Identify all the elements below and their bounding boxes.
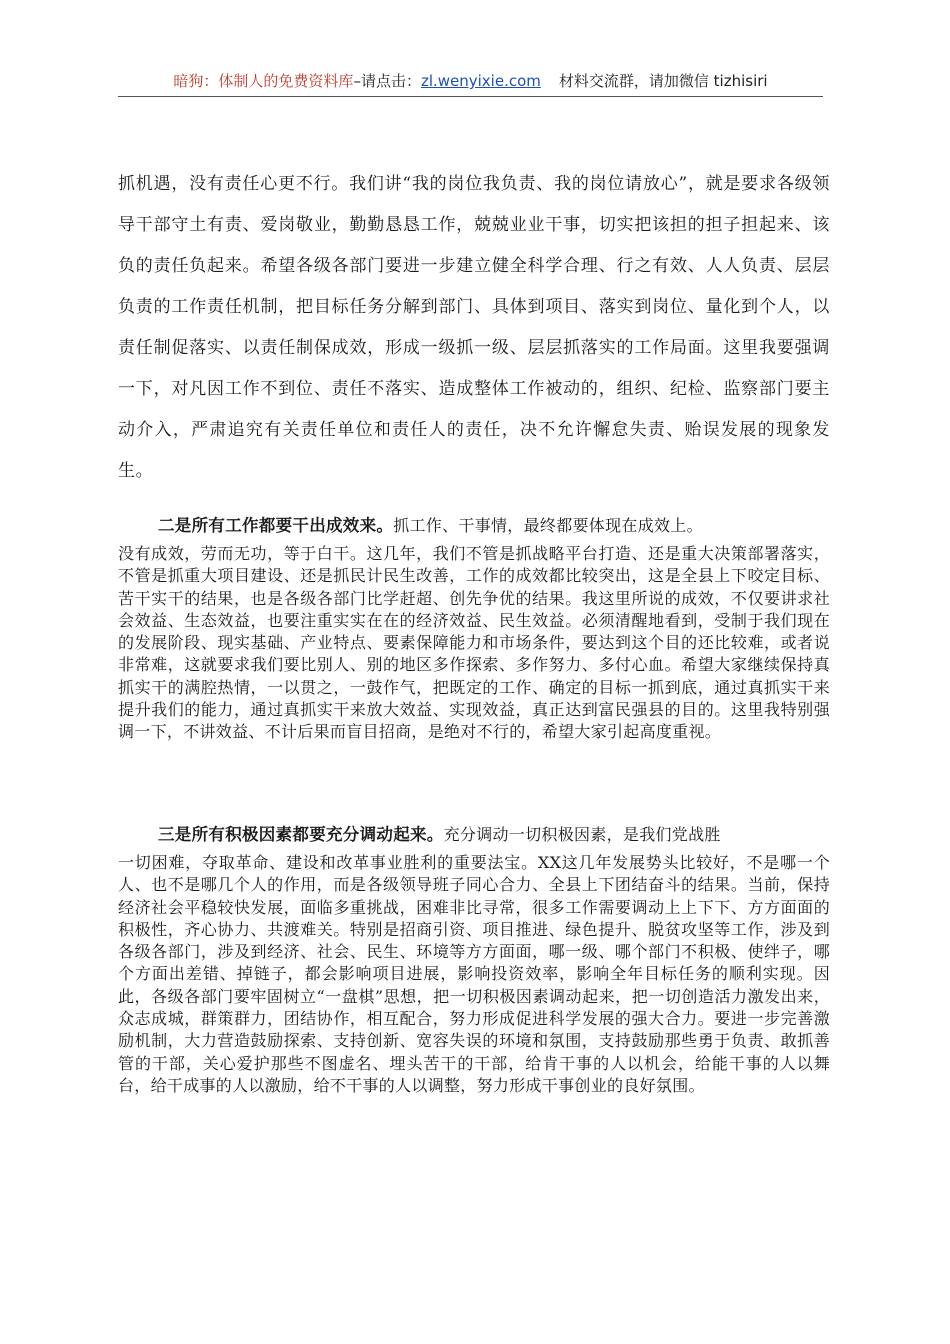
paragraph-responsibility: 抓机遇，没有责任心更不行。我们讲“我的岗位我负责、我的岗位请放心”，就是要求各级领导干部守土有责、爱岗敬业，勤勤恳恳工作，兢兢业业干事，切实把该担的担子担起来、该负的责任负起来。希望各级各部门要进一步建立健全科学合理、行之有效、人人负责、层层负责的工作责任机制，把目标任务分解到部门、具体到项目、落实到岗位、量化到个人，以责任制促落实、以责任制保成效，形成一级抓一级、层层抓落实的工作局面。这里我要强调一下，对凡因工作不到位、责任不落实、造成整体工作被动的，组织、纪检、监察部门要主动介入，严肃追究有关责任单位和责任人的责任，决不允许懈怠失责、贻误发展的现象发生。 xyxy=(118,174,830,481)
header-link[interactable]: zl.wenyixie.com xyxy=(420,72,541,90)
paragraph-results-lead: 二是所有工作都要干出成效来。 xyxy=(158,516,394,535)
header-wechat-note: 材料交流群，请加微信 tizhisiri xyxy=(558,72,768,90)
header-prompt: –请点击： xyxy=(353,72,421,90)
paragraph-results xyxy=(118,509,830,744)
paragraph-results-body: 没有成效，劳而无功，等于白干。这几年，我们不管是抓战略平台打造、还是重大决策部署落实，不管是抓重大项目建设、还是抓民计民生改善，工作的成效都比较突出，这是全县上下咬定目标、苦干实干的结果，也是各级各部门比学赶超、创先争优的结果。我这里所说的成效，不仅要讲求社会效益、生态效益，也要注重实实在在的经济效益、民生效益。必须清醒地看到，受制于我们现在的发展阶段、现实基础、产业特点、要素保障能力和市场条件，要达到这个目的还比较难，或者说非常难，这就要求我们要比别人、别的地区多作探索、多作努力、多付心血。希望大家继续保持真抓实干的满腔热情，一以贯之，一鼓作气，把既定的工作、确定的目标一抓到底，通过真抓实干来提升我们的能力，通过真抓实干来放大效益、实现效益，真正达到富民强县的目的。这里我特别强调一下，不讲效益、不计后果而盲目招商，是绝对不行的，希望大家引起高度重视。 xyxy=(118,544,830,742)
page-header xyxy=(118,68,823,97)
paragraph-results-first-line xyxy=(118,509,830,543)
paragraph-mobilize-first-text: 充分调动一切积极因素，是我们党战胜 xyxy=(443,825,721,844)
header-brand: 暗狗：体制人的免费资料库 xyxy=(173,72,354,90)
paragraph-mobilize-lead: 三是所有积极因素都要充分调动起来。 xyxy=(158,825,444,844)
paragraph-results-first-text: 抓工作、干事情，最终都要体现在成效上。 xyxy=(393,516,703,535)
paragraph-mobilize-first-line xyxy=(118,818,830,852)
paragraph-mobilize xyxy=(118,818,830,1097)
paragraph-mobilize-body: 一切困难，夺取革命、建设和改革事业胜利的重要法宝。XX这几年发展势头比较好，不是哪一个人、也不是哪几个人的作用，而是各级领导班子同心合力、全县上下团结奋斗的结果。当前，保持经济社会平稳较快发展，面临多重挑战，困难非比寻常，很多工作需要调动上上下下、方方面面的积极性，齐心协力、共渡难关。特别是招商引资、项目推进、绿色提升、脱贫攻坚等工作，涉及到各级各部门，涉及到经济、社会、民生、环境等方方面面，哪一级、哪个部门不积极、使绊子，哪个方面出差错、掉链子，都会影响项目进展，影响投资效率，影响全年目标任务的顺利实现。因此，各级各部门要牢固树立“一盘棋”思想，把一切积极因素调动起来，把一切创造活力激发出来，众志成城，群策群力，团结协作，相互配合，努力形成促进科学发展的强大合力。要进一步完善激励机制，大力营造鼓励探索、支持创新、宽容失误的环境和氛围，支持鼓励那些勇于负责、敢抓善管的干部，关心爱护那些不图虚名、埋头苦干的干部，给肯干事的人以机会，给能干事的人以舞台，给干成事的人以激励，给不干事的人以调整，努力形成干事创业的良好氛围。 xyxy=(118,853,830,1095)
